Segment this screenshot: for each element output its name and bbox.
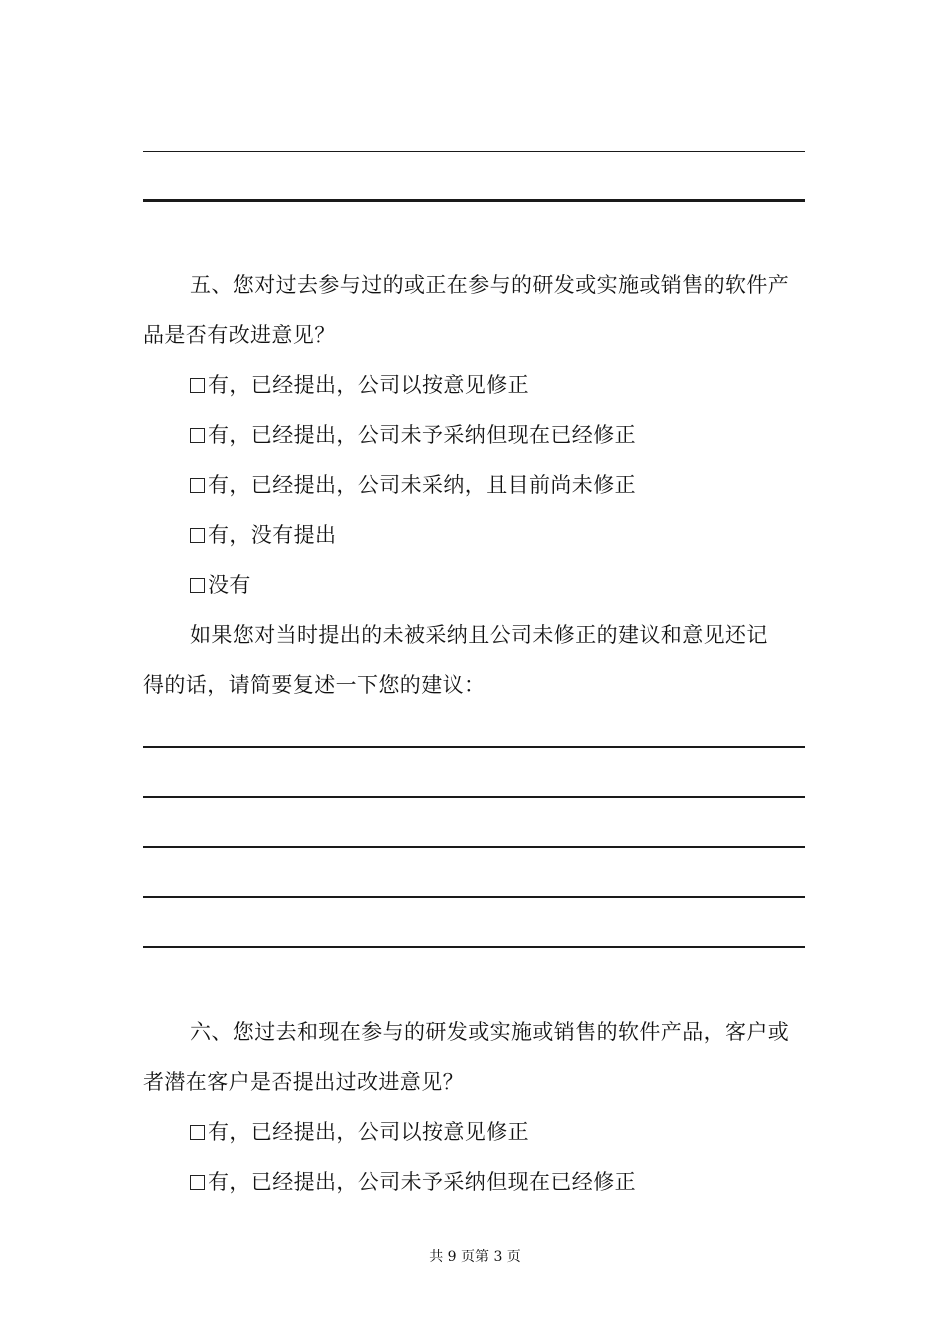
page-number-footer: 共 9 页第 3 页 — [429, 1249, 521, 1265]
answer-line[interactable] — [143, 199, 805, 202]
checkbox-icon[interactable] — [190, 478, 205, 493]
section6-option-2[interactable] — [190, 1168, 636, 1196]
answer-line[interactable] — [143, 151, 805, 152]
answer-line[interactable] — [143, 746, 805, 748]
option-label: 没有 — [208, 573, 251, 597]
option-label: 有，已经提出，公司未予采纳但现在已经修正 — [208, 1170, 636, 1194]
checkbox-icon[interactable] — [190, 378, 205, 393]
section5-followup-line1: 如果您对当时提出的未被采纳且公司未修正的建议和意见还记 — [190, 623, 768, 647]
checkbox-icon[interactable] — [190, 428, 205, 443]
section6-option-1[interactable] — [190, 1118, 529, 1146]
section5-option-5[interactable] — [190, 571, 251, 599]
section6-question-line2: 者潜在客户是否提出过改进意见？ — [143, 1070, 464, 1094]
option-label: 有，已经提出，公司未采纳，且目前尚未修正 — [208, 473, 636, 497]
section5-option-2[interactable] — [190, 421, 636, 449]
option-label: 有，已经提出，公司未予采纳但现在已经修正 — [208, 423, 636, 447]
checkbox-icon[interactable] — [190, 528, 205, 543]
answer-line[interactable] — [143, 896, 805, 898]
section5-option-4[interactable] — [190, 521, 336, 549]
checkbox-icon[interactable] — [190, 1125, 205, 1140]
answer-line[interactable] — [143, 846, 805, 848]
checkbox-icon[interactable] — [190, 1175, 205, 1190]
option-label: 有，已经提出，公司以按意见修正 — [208, 1120, 529, 1144]
option-label: 有，没有提出 — [208, 523, 337, 547]
answer-line[interactable] — [143, 946, 805, 948]
checkbox-icon[interactable] — [190, 578, 205, 593]
section5-question-line1: 五、您对过去参与过的或正在参与的研发或实施或销售的软件产 — [190, 273, 790, 297]
section5-option-3[interactable] — [190, 471, 636, 499]
section5-followup-line2: 得的话，请简要复述一下您的建议： — [143, 673, 486, 697]
section6-question-line1: 六、您过去和现在参与的研发或实施或销售的软件产品，客户或 — [190, 1020, 790, 1044]
section5-question-line2: 品是否有改进意见？ — [143, 323, 336, 347]
section5-option-1[interactable] — [190, 371, 529, 399]
option-label: 有，已经提出，公司以按意见修正 — [208, 373, 529, 397]
answer-line[interactable] — [143, 796, 805, 798]
